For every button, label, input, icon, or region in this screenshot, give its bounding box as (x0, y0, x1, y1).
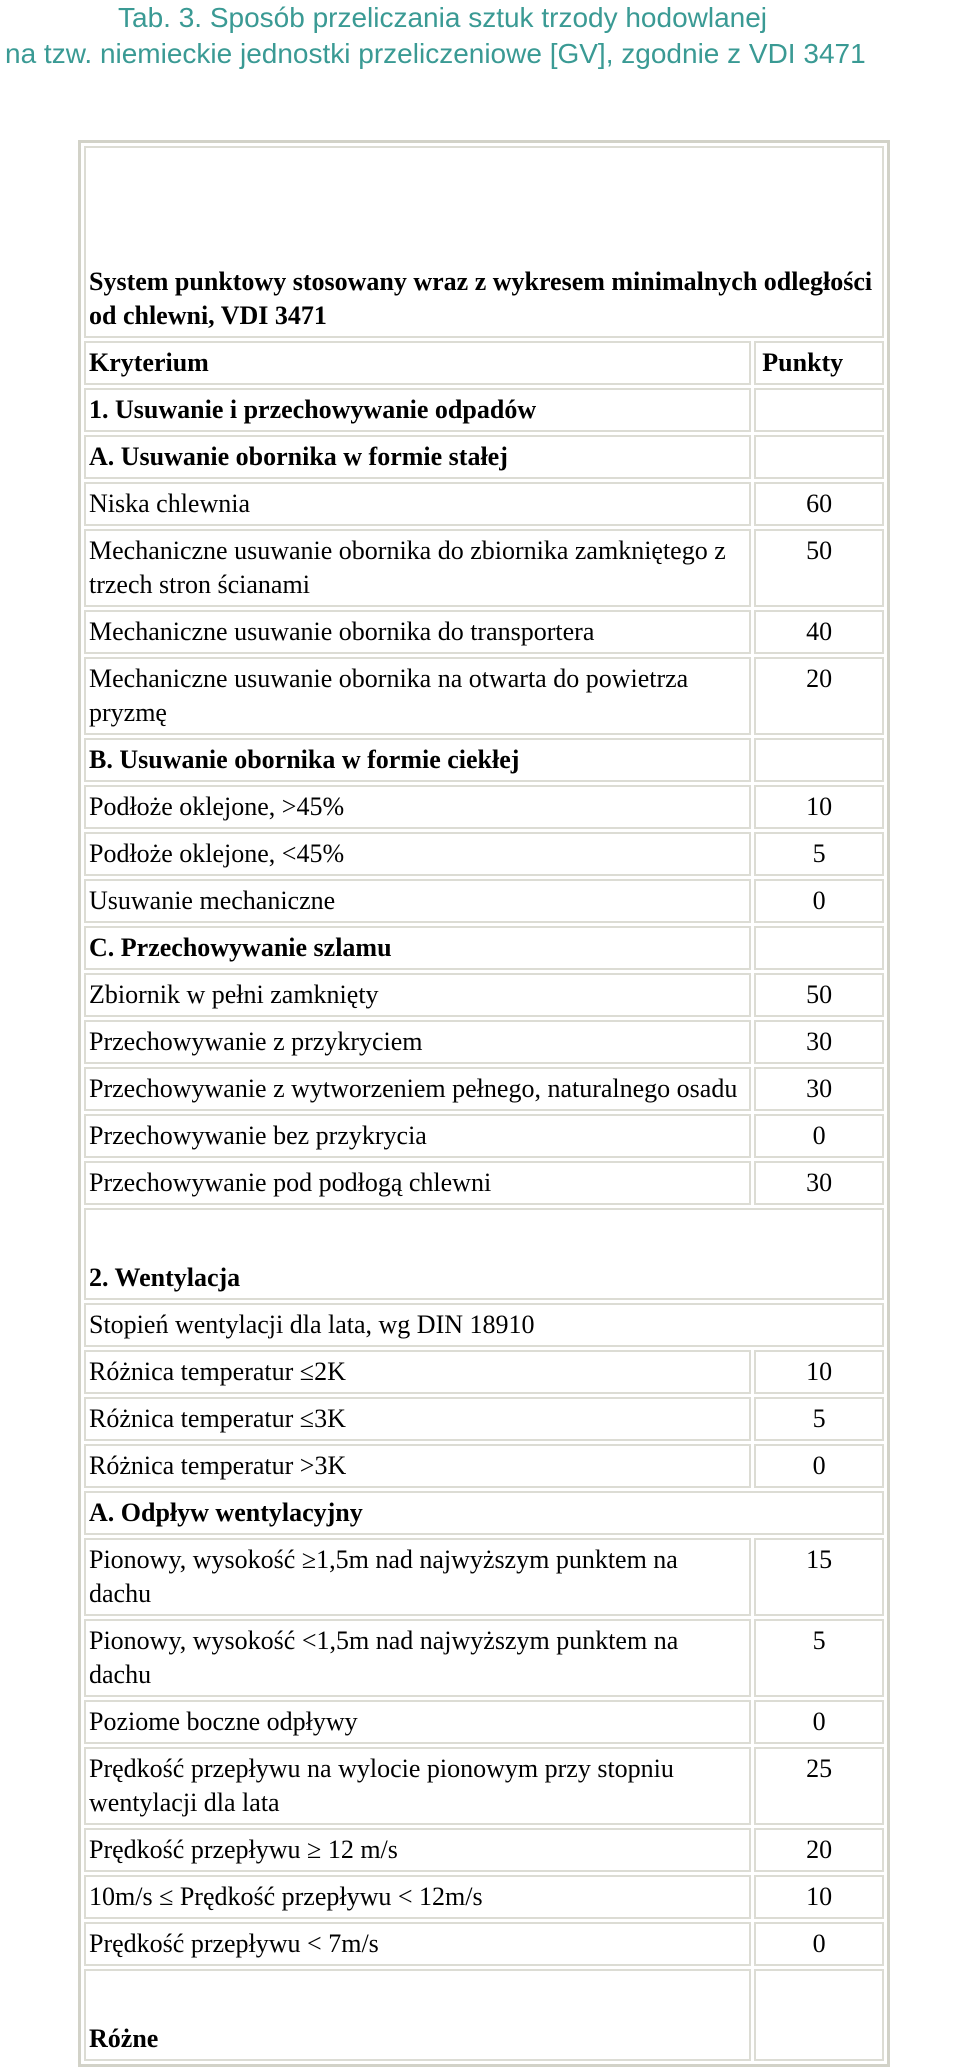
criterion-cell: Poziome boczne odpływy (84, 1700, 751, 1744)
criterion-cell: Mechaniczne usuwanie obornika do zbiornika zamkniętego z trzech stron ścianami (84, 529, 751, 607)
criterion-cell: Pionowy, wysokość ≥1,5m nad najwyższym punktem na dachu (84, 1538, 751, 1616)
criterion-cell: Różne (84, 1969, 751, 2061)
table-row (84, 1114, 884, 1158)
header-criterion: Kryterium (84, 341, 751, 385)
points-cell (754, 738, 884, 782)
points-cell (754, 1969, 884, 2061)
criterion-cell: Przechowywanie pod podłogą chlewni (84, 1161, 751, 1205)
criterion-cell: Mechaniczne usuwanie obornika na otwarta do powietrza pryzmę (84, 657, 751, 735)
criterion-cell: Stopień wentylacji dla lata, wg DIN 18910 (84, 1303, 884, 1347)
criterion-cell: Usuwanie mechaniczne (84, 879, 751, 923)
table-row (84, 388, 884, 432)
criterion-cell: Prędkość przepływu ≥ 12 m/s (84, 1828, 751, 1872)
header-points: Punkty (754, 341, 884, 385)
criterion-cell: Prędkość przepływu na wylocie pionowym przy stopniu wentylacji dla lata (84, 1747, 751, 1825)
table-row (84, 1875, 884, 1919)
criterion-cell: Niska chlewnia (84, 482, 751, 526)
table-row (84, 973, 884, 1017)
table-row (84, 1208, 884, 1300)
caption-line-1: Tab. 3. Sposób przeliczania sztuk trzody hodowlanej (118, 2, 768, 33)
points-cell: 0 (754, 1114, 884, 1158)
points-cell: 25 (754, 1747, 884, 1825)
criterion-cell: 1. Usuwanie i przechowywanie odpadów (84, 388, 751, 432)
criterion-cell: A. Usuwanie obornika w formie stałej (84, 435, 751, 479)
criterion-cell: Różnica temperatur ≤2K (84, 1350, 751, 1394)
criterion-cell: Podłoże oklejone, <45% (84, 832, 751, 876)
points-cell (754, 435, 884, 479)
criterion-cell: 10m/s ≤ Prędkość przepływu < 12m/s (84, 1875, 751, 1919)
points-cell (754, 388, 884, 432)
criterion-cell: Różnica temperatur ≤3K (84, 1397, 751, 1441)
points-cell: 10 (754, 1875, 884, 1919)
points-table (78, 140, 890, 2067)
table-row (84, 435, 884, 479)
criterion-cell: 2. Wentylacja (84, 1208, 884, 1300)
table-row (84, 1969, 884, 2061)
points-cell: 50 (754, 529, 884, 607)
points-cell: 30 (754, 1161, 884, 1205)
criterion-cell: Prędkość przepływu < 7m/s (84, 1922, 751, 1966)
criterion-cell: Przechowywanie z przykryciem (84, 1020, 751, 1064)
table-row (84, 1538, 884, 1616)
table-intro-row (84, 146, 884, 338)
points-cell: 15 (754, 1538, 884, 1616)
points-cell (754, 926, 884, 970)
table-row (84, 1161, 884, 1205)
criterion-cell: Przechowywanie z wytworzeniem pełnego, naturalnego osadu (84, 1067, 751, 1111)
table-row (84, 1020, 884, 1064)
points-cell: 50 (754, 973, 884, 1017)
criterion-cell: Różnica temperatur >3K (84, 1444, 751, 1488)
table-caption (0, 0, 960, 72)
points-cell: 0 (754, 1700, 884, 1744)
table-intro: System punktowy stosowany wraz z wykresem minimalnych odległości od chlewni, VDI 3471 (84, 146, 884, 338)
table-row (84, 1397, 884, 1441)
points-cell: 10 (754, 785, 884, 829)
table-row (84, 738, 884, 782)
points-cell: 20 (754, 1828, 884, 1872)
table-row (84, 1303, 884, 1347)
points-cell: 0 (754, 879, 884, 923)
points-cell: 5 (754, 832, 884, 876)
table-row (84, 482, 884, 526)
points-cell: 40 (754, 610, 884, 654)
criterion-cell: Zbiornik w pełni zamknięty (84, 973, 751, 1017)
points-cell: 5 (754, 1619, 884, 1697)
table-row (84, 1922, 884, 1966)
table-row (84, 1747, 884, 1825)
points-cell: 30 (754, 1067, 884, 1111)
criterion-cell: Przechowywanie bez przykrycia (84, 1114, 751, 1158)
criterion-cell: A. Odpływ wentylacyjny (84, 1491, 884, 1535)
table-row (84, 657, 884, 735)
table-row (84, 1491, 884, 1535)
points-cell: 0 (754, 1922, 884, 1966)
table-row (84, 1444, 884, 1488)
table-row (84, 1350, 884, 1394)
criterion-cell: B. Usuwanie obornika w formie ciekłej (84, 738, 751, 782)
table-row (84, 832, 884, 876)
table-row (84, 1067, 884, 1111)
table-row (84, 1700, 884, 1744)
table-row (84, 1619, 884, 1697)
points-cell: 5 (754, 1397, 884, 1441)
points-cell: 60 (754, 482, 884, 526)
criterion-cell: Mechaniczne usuwanie obornika do transportera (84, 610, 751, 654)
table-row (84, 529, 884, 607)
criterion-cell: Pionowy, wysokość <1,5m nad najwyższym punktem na dachu (84, 1619, 751, 1697)
table-row (84, 926, 884, 970)
criterion-cell: C. Przechowywanie szlamu (84, 926, 751, 970)
points-cell: 20 (754, 657, 884, 735)
table-header-row (84, 341, 884, 385)
table-row (84, 610, 884, 654)
table-row (84, 1828, 884, 1872)
points-cell: 10 (754, 1350, 884, 1394)
table-row (84, 879, 884, 923)
points-cell: 30 (754, 1020, 884, 1064)
caption-line-2: na tzw. niemieckie jednostki przeliczeniowe [GV], zgodnie z VDI 3471 (5, 38, 866, 69)
table-row (84, 785, 884, 829)
criterion-cell: Podłoże oklejone, >45% (84, 785, 751, 829)
points-cell: 0 (754, 1444, 884, 1488)
